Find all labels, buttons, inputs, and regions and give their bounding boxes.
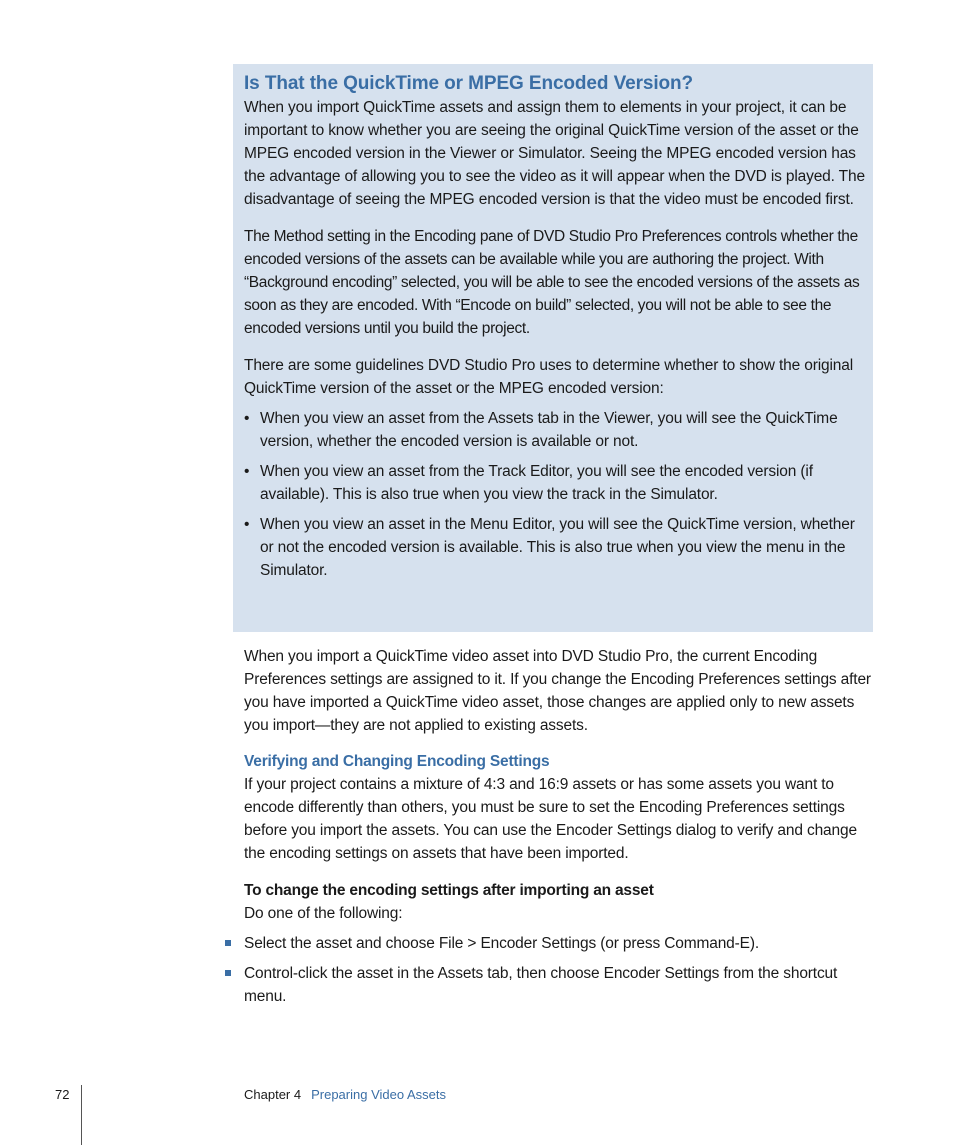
bullet-icon: • xyxy=(244,516,250,533)
main-content xyxy=(244,645,876,1015)
chapter-label: Chapter 4 xyxy=(244,1087,302,1102)
footer-divider xyxy=(81,1085,82,1145)
sidebar-title: Is That the QuickTime or MPEG Encoded Version? xyxy=(244,73,694,94)
task-steps-list xyxy=(225,932,857,1008)
sidebar-bullet-list xyxy=(244,407,868,582)
task-intro: Do one of the following: xyxy=(244,905,403,922)
bullet-icon: • xyxy=(244,463,250,480)
list-item-text: When you view an asset in the Menu Editor, you will see the QuickTime version, whether or not the encoded version is available. This is also true when you view the menu in the Simulator. xyxy=(260,516,855,579)
footer-chapter xyxy=(244,1087,446,1103)
square-bullet-icon xyxy=(225,940,231,946)
intro-paragraph: When you import a QuickTime video asset into DVD Studio Pro, the current Encoding Preferences settings are assigned to it. If you change the Encoding Preferences settings after you have imported a QuickTime video asset, those changes are applied only to new assets you import—they are not applied to existing assets. xyxy=(244,648,871,734)
list-item-text: When you view an asset from the Track Editor, you will see the encoded version (if available). This is also true when you view the track in the Simulator. xyxy=(260,463,813,503)
list-item xyxy=(244,513,868,582)
sidebar-paragraph-1: When you import QuickTime assets and assign them to elements in your project, it can be important to know whether you are seeing the original QuickTime version of the asset or the MPEG encoded version in the Viewer or Simulator. Seeing the MPEG encoded version has the advantage of allowing you to see the video as it will appear when the DVD is played. The disadvantage of seeing the MPEG encoded version is that the video must be encoded first. xyxy=(244,99,865,208)
sidebar-content xyxy=(244,72,868,589)
chapter-title: Preparing Video Assets xyxy=(311,1087,446,1102)
list-item xyxy=(225,962,857,1008)
list-item xyxy=(244,460,868,506)
task-heading: To change the encoding settings after importing an asset xyxy=(244,882,654,899)
sidebar-paragraph-3: There are some guidelines DVD Studio Pro uses to determine whether to show the original QuickTime version of the asset or the MPEG encoded version: xyxy=(244,357,854,397)
sidebar-paragraph-2: The Method setting in the Encoding pane of DVD Studio Pro Preferences controls whether the encoded versions of the assets can be available while you are authoring the project. With “Background encoding” selected, you will be able to see the encoded versions of the assets as soon as they are encoded. With “Encode on build” selected, you will not be able to see the encoded versions until you build the project. xyxy=(244,228,860,337)
list-item-text: Control-click the asset in the Assets tab, then choose Encoder Settings from the shortcut menu. xyxy=(244,965,838,1005)
list-item-text: Select the asset and choose File > Encoder Settings (or press Command-E). xyxy=(244,935,760,952)
sidebar-box xyxy=(233,64,873,632)
list-item xyxy=(244,407,868,453)
section-heading: Verifying and Changing Encoding Settings xyxy=(244,753,550,770)
list-item-text: When you view an asset from the Assets tab in the Viewer, you will see the QuickTime version, whether the encoded version is available or not. xyxy=(260,410,838,450)
square-bullet-icon xyxy=(225,970,231,976)
section-paragraph: If your project contains a mixture of 4:3 and 16:9 assets or has some assets you want to encode differently than others, you must be sure to set the Encoding Preferences settings before you import the assets. You can use the Encoder Settings dialog to verify and change the encoding settings on assets that have been imported. xyxy=(244,776,857,862)
bullet-icon: • xyxy=(244,410,250,427)
page-number: 72 xyxy=(55,1087,70,1102)
list-item xyxy=(225,932,857,955)
